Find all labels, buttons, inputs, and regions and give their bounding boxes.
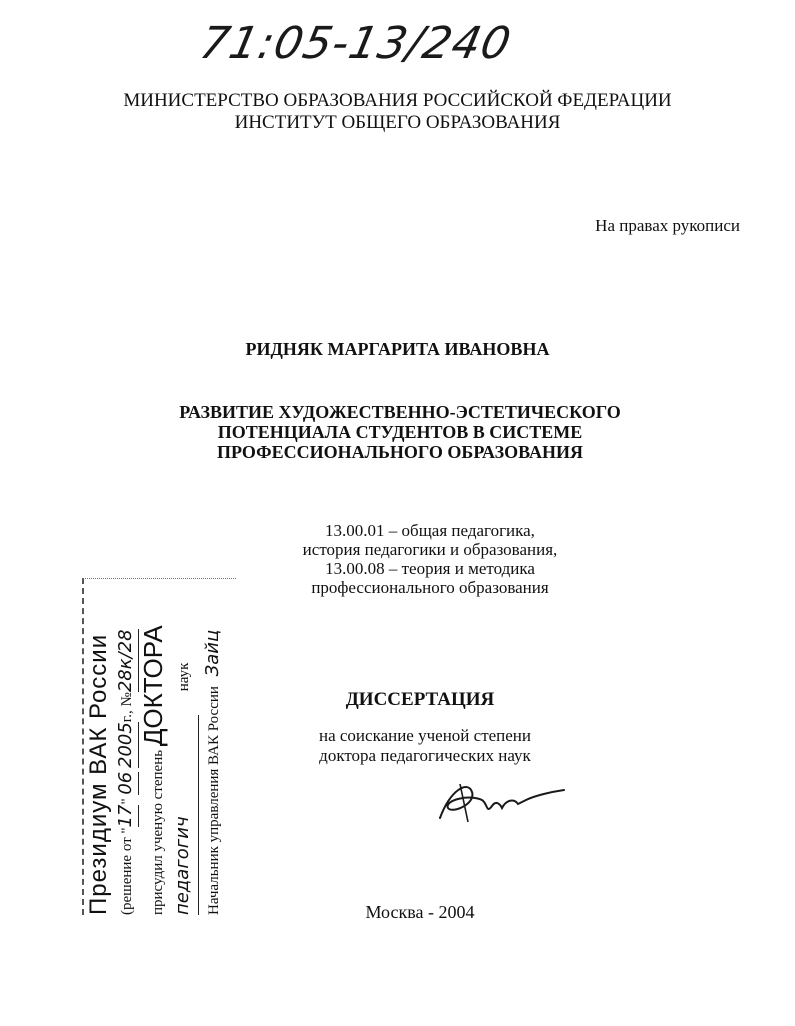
title-line: ПРОФЕССИОНАЛЬНОГО ОБРАЗОВАНИЯ — [217, 442, 583, 462]
degree-line: на соискание ученой степени — [318, 726, 532, 745]
stamp-awarded-degree: ДОКТОРА — [138, 625, 168, 747]
stamp-decision-day: 17 — [114, 805, 139, 828]
specialty-line: 13.00.01 – общая педагогика, — [325, 521, 535, 540]
title-line: ПОТЕНЦИАЛА СТУДЕНТОВ В СИСТЕМЕ — [217, 422, 583, 442]
institute-heading: ИНСТИТУТ ОБЩЕГО ОБРАЗОВАНИЯ — [234, 112, 561, 133]
stamp-org: Президиум ВАК России — [85, 633, 112, 915]
stamp-head — [198, 579, 228, 915]
stamp-awarded — [138, 579, 168, 915]
stamp-decision-g: г., № — [119, 692, 135, 723]
specialty-line: профессионального образования — [311, 578, 549, 597]
specialty-line: история педагогики и образования, — [302, 540, 558, 559]
stamp-head-title: Начальник управления ВАК России — [206, 686, 222, 915]
city-year: Москва - 2004 — [365, 902, 475, 922]
stamp-text-block — [84, 579, 236, 915]
stamp-nauk: наук — [176, 662, 192, 692]
author-signature — [430, 770, 570, 830]
stamp-awarded-prefix: присудил ученую степень — [150, 749, 166, 915]
stamp-field-handwritten: педагогич — [168, 715, 199, 915]
handwritten-archive-code: 71:05-13/240 — [195, 18, 516, 69]
specialty-codes — [240, 521, 620, 597]
degree-line: доктора педагогических наук — [319, 746, 531, 765]
stamp-decision-number: 28к/28 — [114, 629, 139, 692]
title-line: РАЗВИТИЕ ХУДОЖЕСТВЕННО-ЭСТЕТИЧЕСКОГО — [179, 402, 621, 422]
manuscript-rights-note: На правах рукописи — [595, 216, 740, 235]
document-type: ДИССЕРТАЦИЯ — [345, 689, 495, 710]
stamp-decision — [114, 579, 138, 915]
stamp-decision-month: 06 — [114, 772, 139, 795]
degree-purpose — [280, 726, 570, 766]
stamp-decision-prefix: (решение от " — [119, 827, 135, 915]
specialty-line: 13.00.08 – теория и методика — [325, 559, 535, 578]
ministry-heading: МИНИСТЕРСТВО ОБРАЗОВАНИЯ РОССИЙСКОЙ ФЕДЕРАЦИИ — [123, 90, 672, 111]
author-name: РИДНЯК МАРГАРИТА ИВАНОВНА — [245, 339, 550, 359]
stamp-field — [168, 579, 198, 915]
stamp-decision-quote: " — [119, 798, 135, 805]
vak-approval-stamp — [82, 578, 236, 915]
stamp-decision-year: 2005 — [114, 722, 139, 768]
stamp-head-signature: Зайц — [202, 629, 223, 677]
dissertation-title — [140, 402, 660, 462]
